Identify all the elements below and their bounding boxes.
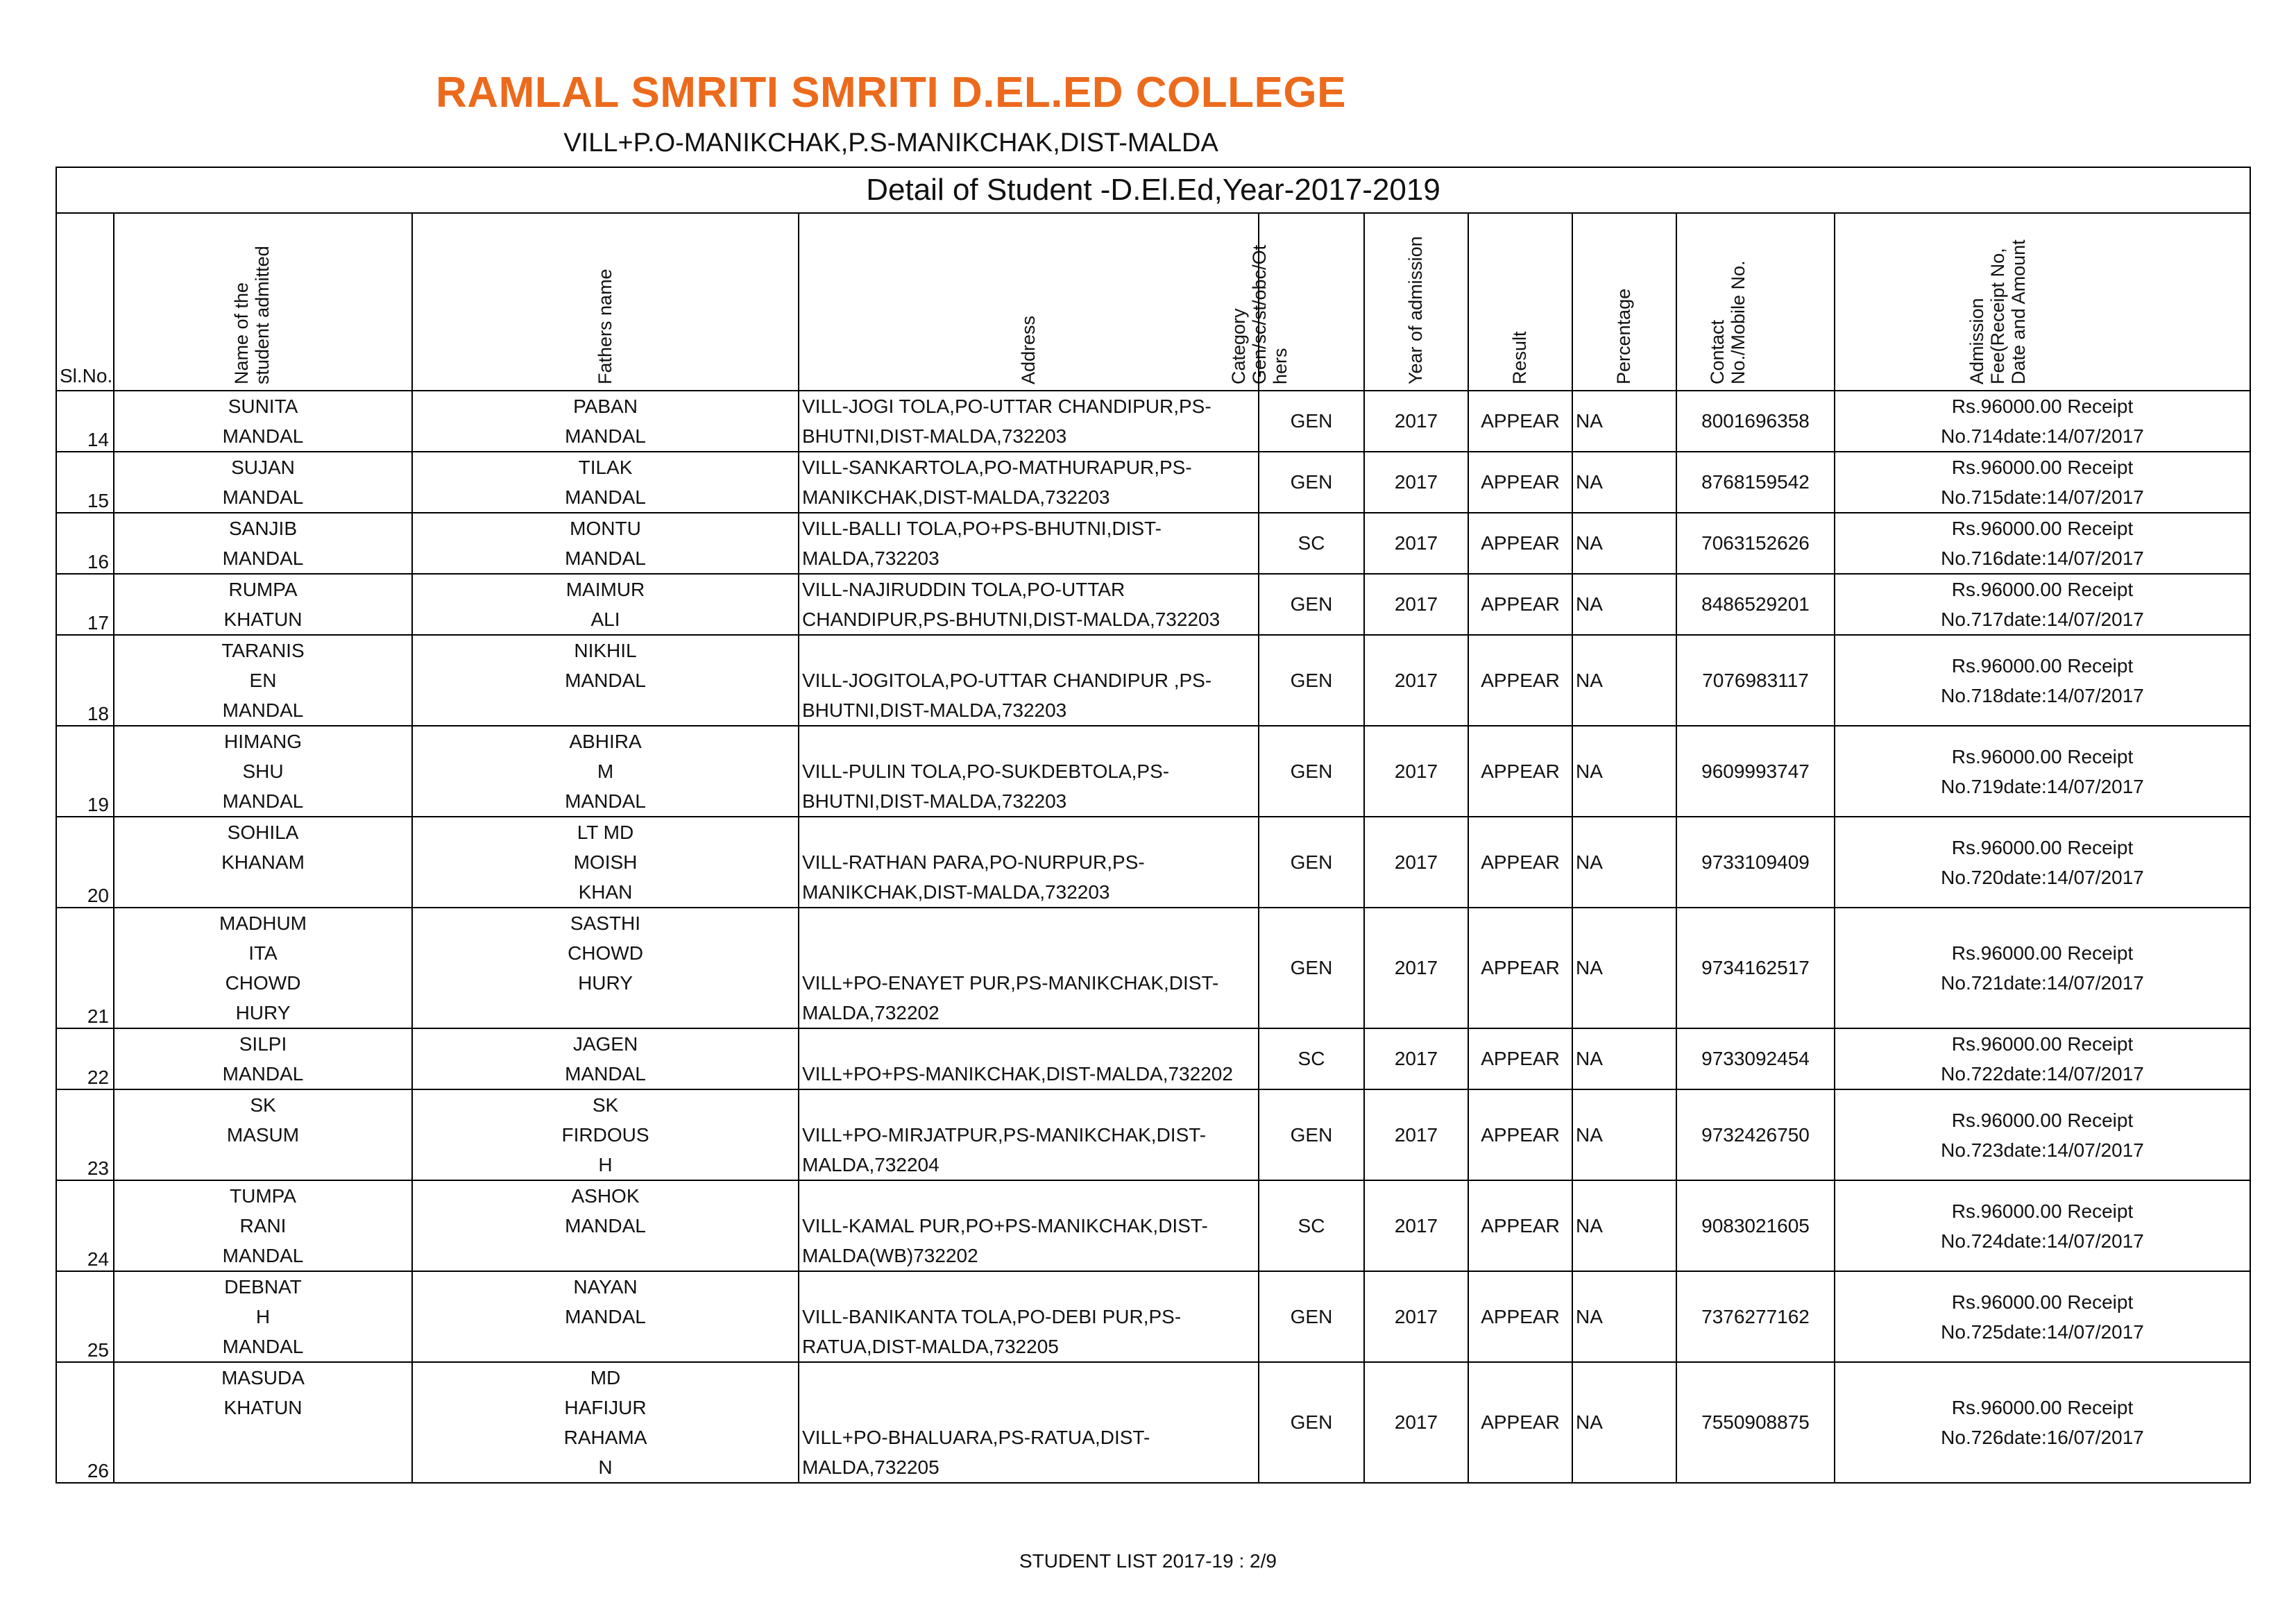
table-row xyxy=(56,513,2250,574)
cell-sl: 14 xyxy=(56,391,114,452)
cell-year: 2017 xyxy=(1364,1362,1468,1483)
cell-sl: 22 xyxy=(56,1028,114,1089)
cell-address: VILL-BALLI TOLA,PO+PS-BHUTNI,DIST-MALDA,732203 xyxy=(799,513,1259,574)
table-row xyxy=(56,726,2250,817)
cell-percentage: NA xyxy=(1572,391,1676,452)
cell-year: 2017 xyxy=(1364,391,1468,452)
cell-father: NAYAN MANDAL xyxy=(412,1271,799,1362)
cell-name: TARANIS EN MANDAL xyxy=(114,635,412,726)
cell-father: PABAN MANDAL xyxy=(412,391,799,452)
cell-contact: 9732426750 xyxy=(1676,1089,1835,1180)
cell-name: SK MASUM xyxy=(114,1089,412,1180)
table-row xyxy=(56,452,2250,513)
cell-percentage: NA xyxy=(1572,1089,1676,1180)
cell-father: SASTHI CHOWD HURY xyxy=(412,908,799,1028)
cell-address: VILL-SANKARTOLA,PO-MATHURAPUR,PS-MANIKCHAK,DIST-MALDA,732203 xyxy=(799,452,1259,513)
table-row xyxy=(56,1271,2250,1362)
cell-address: VILL-BANIKANTA TOLA,PO-DEBI PUR,PS-RATUA,DIST-MALDA,732205 xyxy=(799,1271,1259,1362)
cell-fee: Rs.96000.00 Receipt No.723date:14/07/2017 xyxy=(1835,1089,2250,1180)
cell-fee: Rs.96000.00 Receipt No.720date:14/07/2017 xyxy=(1835,817,2250,908)
cell-result: APPEAR xyxy=(1468,817,1572,908)
cell-father: LT MD MOISH KHAN xyxy=(412,817,799,908)
college-title: RAMLAL SMRITI SMRITI D.EL.ED COLLEGE xyxy=(436,69,1346,117)
cell-address: VILL+PO-ENAYET PUR,PS-MANIKCHAK,DIST-MALDA,732202 xyxy=(799,908,1259,1028)
cell-category: GEN xyxy=(1259,1089,1364,1180)
cell-contact: 9609993747 xyxy=(1676,726,1835,817)
cell-year: 2017 xyxy=(1364,817,1468,908)
col-header-percentage: Percentage xyxy=(1572,213,1676,391)
cell-contact: 9733109409 xyxy=(1676,817,1835,908)
cell-result: APPEAR xyxy=(1468,1271,1572,1362)
cell-fee: Rs.96000.00 Receipt No.725date:14/07/2017 xyxy=(1835,1271,2250,1362)
col-header-year: Year of admission xyxy=(1364,213,1468,391)
cell-result: APPEAR xyxy=(1468,391,1572,452)
cell-percentage: NA xyxy=(1572,1362,1676,1483)
cell-fee: Rs.96000.00 Receipt No.714date:14/07/2017 xyxy=(1835,391,2250,452)
cell-year: 2017 xyxy=(1364,574,1468,635)
cell-contact: 7076983117 xyxy=(1676,635,1835,726)
cell-percentage: NA xyxy=(1572,1271,1676,1362)
cell-contact: 9733092454 xyxy=(1676,1028,1835,1089)
table-row xyxy=(56,391,2250,452)
cell-father: ABHIRA M MANDAL xyxy=(412,726,799,817)
cell-address: VILL-KAMAL PUR,PO+PS-MANIKCHAK,DIST-MALDA(WB)732202 xyxy=(799,1180,1259,1271)
cell-father: JAGEN MANDAL xyxy=(412,1028,799,1089)
cell-category: GEN xyxy=(1259,452,1364,513)
col-header-address: Address xyxy=(799,213,1259,391)
cell-address: VILL-RATHAN PARA,PO-NURPUR,PS-MANIKCHAK,DIST-MALDA,732203 xyxy=(799,817,1259,908)
cell-sl: 23 xyxy=(56,1089,114,1180)
cell-name: MASUDA KHATUN xyxy=(114,1362,412,1483)
cell-name: SANJIB MANDAL xyxy=(114,513,412,574)
cell-name: RUMPA KHATUN xyxy=(114,574,412,635)
cell-fee: Rs.96000.00 Receipt No.717date:14/07/2017 xyxy=(1835,574,2250,635)
cell-sl: 18 xyxy=(56,635,114,726)
cell-sl: 16 xyxy=(56,513,114,574)
cell-sl: 26 xyxy=(56,1362,114,1483)
cell-result: APPEAR xyxy=(1468,574,1572,635)
cell-year: 2017 xyxy=(1364,1271,1468,1362)
table-row xyxy=(56,908,2250,1028)
cell-address: VILL+PO+PS-MANIKCHAK,DIST-MALDA,732202 xyxy=(799,1028,1259,1089)
cell-category: GEN xyxy=(1259,391,1364,452)
cell-sl: 25 xyxy=(56,1271,114,1362)
cell-contact: 7063152626 xyxy=(1676,513,1835,574)
table-row xyxy=(56,1362,2250,1483)
cell-sl: 15 xyxy=(56,452,114,513)
cell-contact: 8486529201 xyxy=(1676,574,1835,635)
cell-fee: Rs.96000.00 Receipt No.726date:16/07/2017 xyxy=(1835,1362,2250,1483)
cell-result: APPEAR xyxy=(1468,908,1572,1028)
cell-fee: Rs.96000.00 Receipt No.718date:14/07/2017 xyxy=(1835,635,2250,726)
cell-year: 2017 xyxy=(1364,1028,1468,1089)
col-header-name: Name of the student admitted xyxy=(114,213,412,391)
table-row xyxy=(56,635,2250,726)
col-header-contact: Contact No./Mobile No. xyxy=(1676,213,1835,391)
cell-name: SUJAN MANDAL xyxy=(114,452,412,513)
col-header-result: Result xyxy=(1468,213,1572,391)
cell-father: MD HAFIJUR RAHAMA N xyxy=(412,1362,799,1483)
cell-year: 2017 xyxy=(1364,1180,1468,1271)
cell-father: NIKHIL MANDAL xyxy=(412,635,799,726)
cell-percentage: NA xyxy=(1572,574,1676,635)
cell-category: GEN xyxy=(1259,726,1364,817)
cell-year: 2017 xyxy=(1364,635,1468,726)
cell-percentage: NA xyxy=(1572,1028,1676,1089)
cell-contact: 9734162517 xyxy=(1676,908,1835,1028)
cell-name: DEBNAT H MANDAL xyxy=(114,1271,412,1362)
cell-year: 2017 xyxy=(1364,908,1468,1028)
cell-result: APPEAR xyxy=(1468,726,1572,817)
cell-contact: 7376277162 xyxy=(1676,1271,1835,1362)
cell-father: MONTU MANDAL xyxy=(412,513,799,574)
cell-year: 2017 xyxy=(1364,513,1468,574)
cell-address: VILL-NAJIRUDDIN TOLA,PO-UTTAR CHANDIPUR,PS-BHUTNI,DIST-MALDA,732203 xyxy=(799,574,1259,635)
cell-contact: 9083021605 xyxy=(1676,1180,1835,1271)
cell-father: MAIMUR ALI xyxy=(412,574,799,635)
cell-father: TILAK MANDAL xyxy=(412,452,799,513)
cell-category: GEN xyxy=(1259,1362,1364,1483)
page-footer: STUDENT LIST 2017-19 : 2/9 xyxy=(1019,1550,1277,1572)
cell-category: GEN xyxy=(1259,908,1364,1028)
cell-result: APPEAR xyxy=(1468,1028,1572,1089)
cell-sl: 19 xyxy=(56,726,114,817)
cell-year: 2017 xyxy=(1364,726,1468,817)
cell-fee: Rs.96000.00 Receipt No.722date:14/07/2017 xyxy=(1835,1028,2250,1089)
cell-address: VILL+PO-MIRJATPUR,PS-MANIKCHAK,DIST-MALDA,732204 xyxy=(799,1089,1259,1180)
cell-fee: Rs.96000.00 Receipt No.716date:14/07/2017 xyxy=(1835,513,2250,574)
cell-result: APPEAR xyxy=(1468,1362,1572,1483)
cell-category: GEN xyxy=(1259,817,1364,908)
college-address: VILL+P.O-MANIKCHAK,P.S-MANIKCHAK,DIST-MALDA xyxy=(563,128,1218,158)
cell-category: GEN xyxy=(1259,574,1364,635)
cell-sl: 20 xyxy=(56,817,114,908)
student-table xyxy=(56,167,2251,1484)
cell-address: VILL+PO-BHALUARA,PS-RATUA,DIST-MALDA,732205 xyxy=(799,1362,1259,1483)
table-row xyxy=(56,1180,2250,1271)
cell-name: MADHUM ITA CHOWD HURY xyxy=(114,908,412,1028)
cell-sl: 24 xyxy=(56,1180,114,1271)
cell-name: SOHILA KHANAM xyxy=(114,817,412,908)
cell-result: APPEAR xyxy=(1468,635,1572,726)
cell-name: HIMANG SHU MANDAL xyxy=(114,726,412,817)
cell-category: GEN xyxy=(1259,1271,1364,1362)
cell-sl: 17 xyxy=(56,574,114,635)
cell-address: VILL-JOGI TOLA,PO-UTTAR CHANDIPUR,PS-BHUTNI,DIST-MALDA,732203 xyxy=(799,391,1259,452)
cell-year: 2017 xyxy=(1364,452,1468,513)
cell-percentage: NA xyxy=(1572,726,1676,817)
cell-fee: Rs.96000.00 Receipt No.721date:14/07/2017 xyxy=(1835,908,2250,1028)
cell-address: VILL-PULIN TOLA,PO-SUKDEBTOLA,PS-BHUTNI,DIST-MALDA,732203 xyxy=(799,726,1259,817)
cell-result: APPEAR xyxy=(1468,1089,1572,1180)
col-header-category: Category Gen/sc/st/obc/Ot hers xyxy=(1259,213,1364,391)
cell-fee: Rs.96000.00 Receipt No.715date:14/07/2017 xyxy=(1835,452,2250,513)
cell-percentage: NA xyxy=(1572,635,1676,726)
cell-year: 2017 xyxy=(1364,1089,1468,1180)
cell-category: SC xyxy=(1259,1180,1364,1271)
cell-name: TUMPA RANI MANDAL xyxy=(114,1180,412,1271)
cell-percentage: NA xyxy=(1572,513,1676,574)
cell-contact: 8001696358 xyxy=(1676,391,1835,452)
cell-category: SC xyxy=(1259,513,1364,574)
table-row xyxy=(56,574,2250,635)
cell-category: GEN xyxy=(1259,635,1364,726)
cell-fee: Rs.96000.00 Receipt No.724date:14/07/2017 xyxy=(1835,1180,2250,1271)
col-header-fee: Admission Fee(Receipt No, Date and Amount xyxy=(1835,213,2250,391)
cell-name: SILPI MANDAL xyxy=(114,1028,412,1089)
table-caption: Detail of Student -D.El.Ed,Year-2017-2019 xyxy=(56,167,2250,213)
cell-result: APPEAR xyxy=(1468,513,1572,574)
cell-name: SUNITA MANDAL xyxy=(114,391,412,452)
cell-father: ASHOK MANDAL xyxy=(412,1180,799,1271)
cell-percentage: NA xyxy=(1572,1180,1676,1271)
cell-sl: 21 xyxy=(56,908,114,1028)
cell-percentage: NA xyxy=(1572,908,1676,1028)
cell-contact: 7550908875 xyxy=(1676,1362,1835,1483)
cell-percentage: NA xyxy=(1572,817,1676,908)
cell-address: VILL-JOGITOLA,PO-UTTAR CHANDIPUR ,PS-BHUTNI,DIST-MALDA,732203 xyxy=(799,635,1259,726)
cell-fee: Rs.96000.00 Receipt No.719date:14/07/2017 xyxy=(1835,726,2250,817)
cell-percentage: NA xyxy=(1572,452,1676,513)
cell-contact: 8768159542 xyxy=(1676,452,1835,513)
table-row xyxy=(56,817,2250,908)
table-row xyxy=(56,1028,2250,1089)
cell-result: APPEAR xyxy=(1468,1180,1572,1271)
col-header-father: Fathers name xyxy=(412,213,799,391)
cell-father: SK FIRDOUS H xyxy=(412,1089,799,1180)
table-row xyxy=(56,1089,2250,1180)
col-header-sl: Sl.No. xyxy=(56,213,114,391)
cell-result: APPEAR xyxy=(1468,452,1572,513)
header-row xyxy=(56,213,2250,391)
cell-category: SC xyxy=(1259,1028,1364,1089)
